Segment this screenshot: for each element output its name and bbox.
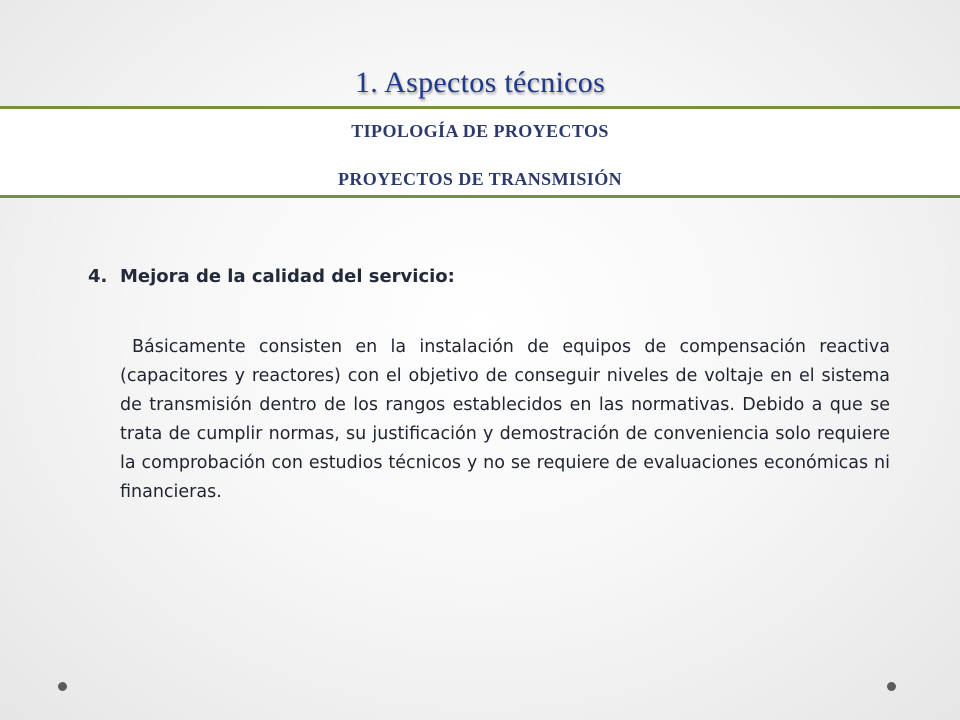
section-heading-text: Mejora de la calidad del servicio: [120, 266, 455, 287]
slide-title: 1. Aspectos técnicos [354, 66, 606, 99]
title-band [0, 106, 960, 198]
bullet-dot-icon-right [887, 682, 896, 691]
section-heading [88, 266, 455, 287]
bullet-dot-icon-left [58, 682, 67, 691]
body-paragraph: Básicamente consisten en la instalación de equipos de compensación reactiva (capacitores y reactores) con el objetivo de conseguir niveles de voltaje en el sistema de transmisión dentro de los rangos establecidos en las normativas. Debido a que se trata de cumplir normas, su justificación y demostración de conveniencia solo requiere la comprobación con estudios técnicos y no se requiere de evaluaciones económicas ni financieras. [120, 337, 890, 502]
section-number: 4. [88, 266, 108, 287]
band-line-transmission: PROYECTOS DE TRANSMISIÓN [338, 169, 622, 189]
band-line-typology: TIPOLOGÍA DE PROYECTOS [351, 121, 609, 141]
